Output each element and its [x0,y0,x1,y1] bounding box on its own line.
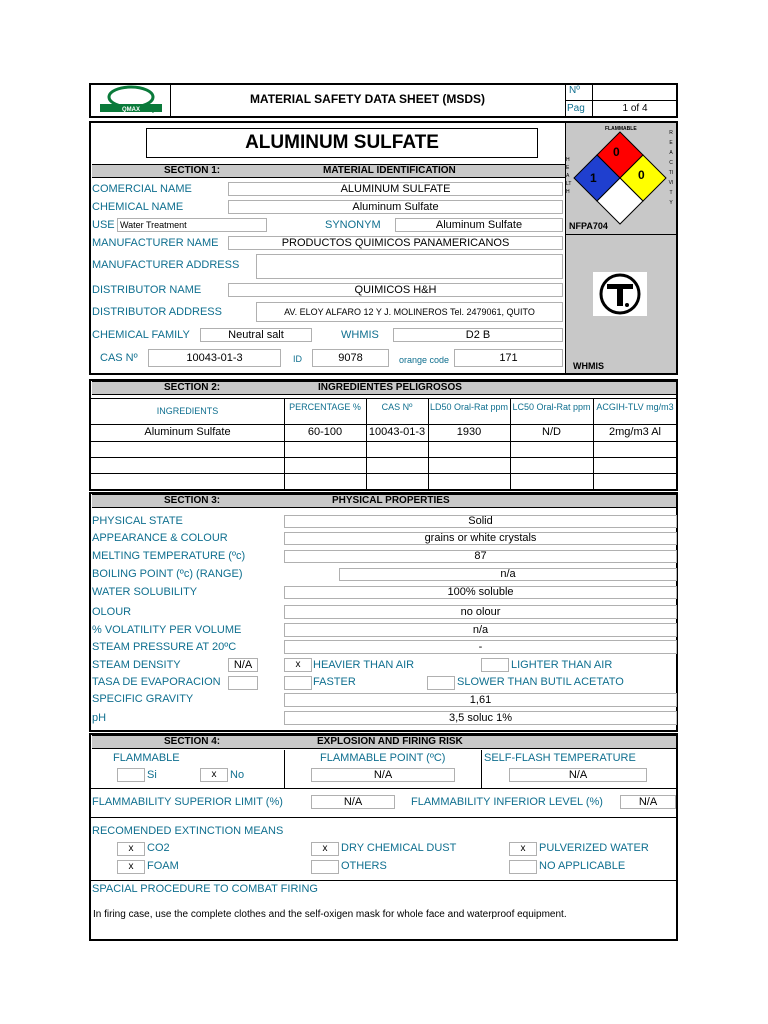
steam-pressure-label: STEAM PRESSURE AT 20ºC [92,641,237,653]
table-column-header: PERCENTAGE % [289,402,361,412]
chemical-family-label: CHEMICAL FAMILY [92,329,190,341]
id-field[interactable]: 9078 [312,349,389,367]
svg-text:QMAX: QMAX [122,107,140,113]
section3-header [92,494,676,508]
nfpa-diamond [572,130,668,226]
superior-limit-label: FLAMMABILITY SUPERIOR LIMIT (%) [92,796,283,808]
special-procedure-label: SPACIAL PROCEDURE TO COMBAT FIRING [92,883,318,895]
section3-title: PHYSICAL PROPERTIES [332,495,450,506]
table-cell: 2mg/m3 Al [609,426,661,438]
olour-field[interactable]: no olour [284,605,677,619]
special-procedure-text: In firing case, use the complete clothes and the self-oxigen mask for whole face and waterproof equipment. [93,909,567,920]
whmis-label: WHMIS [341,329,379,341]
dry-chemical-label: DRY CHEMICAL DUST [341,842,457,854]
nfpa-flammability-value: 0 [613,145,620,159]
pulverized-water-checkbox[interactable]: x [509,842,537,856]
self-flash-label: SELF-FLASH TEMPERATURE [484,752,636,764]
physical-state-field[interactable]: Solid [284,515,677,528]
whmis-field[interactable]: D2 B [393,328,563,342]
slower-checkbox[interactable] [427,676,455,690]
table-cell: 1930 [456,426,482,438]
table-column-header: CAS Nº [381,402,413,412]
extinction-label: RECOMENDED EXTINCTION MEANS [92,825,284,837]
id-label: ID [293,354,302,364]
table-row-divider [91,473,677,474]
section4-label: SECTION 4: [164,736,221,747]
section1-header [92,164,565,178]
section4-row-divider-3 [91,880,677,881]
section1-label: SECTION 1: [164,165,221,176]
cas-field[interactable]: 10043-01-3 [148,349,281,367]
manufacturer-name-field[interactable]: PRODUCTOS QUIMICOS PANAMERICANOS [228,236,563,250]
self-flash-field[interactable]: N/A [509,768,647,782]
flammable-point-label: FLAMMABLE POINT (ºC) [320,752,446,764]
co2-checkbox[interactable]: x [117,842,145,856]
table-row-divider [91,457,677,458]
section1-title: MATERIAL IDENTIFICATION [323,165,456,176]
distributor-name-label: DISTRIBUTOR NAME [92,284,202,296]
superior-limit-field[interactable]: N/A [311,795,395,809]
cas-label: CAS Nº [100,352,138,364]
others-checkbox[interactable] [311,860,339,874]
olour-label: OLOUR [92,606,132,618]
synonym-label: SYNONYM [325,219,381,231]
section4-title: EXPLOSION AND FIRING RISK [317,736,463,747]
section4-header [92,735,676,749]
steam-density-label: STEAM DENSITY [92,659,181,671]
nfpa-reactivity-label: REACTIVITY [668,130,674,206]
header-divider-h [565,100,677,101]
steam-pressure-field[interactable]: - [284,640,677,654]
others-label: OTHERS [341,860,387,872]
faster-label: FASTER [313,676,356,688]
lighter-than-air-checkbox[interactable] [481,658,509,672]
table-column-header: LD50 Oral-Rat ppm [429,402,509,412]
table-cell: Aluminum Sulfate [144,426,231,438]
flammable-point-field[interactable]: N/A [311,768,455,782]
appearance-field[interactable]: grains or white crystals [284,532,677,545]
whmis-caption: WHMIS [573,361,604,371]
faster-checkbox[interactable] [284,676,312,690]
dry-chemical-checkbox[interactable]: x [311,842,339,856]
volatility-label: % VOLATILITY PER VOLUME [92,624,242,636]
flammable-si-checkbox[interactable] [117,768,145,782]
foam-checkbox[interactable]: x [117,860,145,874]
co2-label: CO2 [147,842,170,854]
water-solubility-field[interactable]: 100% soluble [284,586,677,599]
comercial-name-field[interactable]: ALUMINUM SULFATE [228,182,563,196]
orange-code-label: orange code [399,355,450,365]
table-column-header: ACGIH-TLV mg/m3 [596,402,674,412]
section4-row-divider-1 [91,788,677,789]
heavier-than-air-label: HEAVIER THAN AIR [313,659,415,671]
inferior-level-label: FLAMMABILITY INFERIOR LEVEL (%) [411,796,603,808]
use-field[interactable]: Water Treatment [117,218,267,232]
specific-gravity-field[interactable]: 1,61 [284,693,677,707]
distributor-address-field[interactable]: AV. ELOY ALFARO 12 Y J. MOLINEROS Tel. 2479061, QUITO [256,302,563,322]
nfpa-caption: NFPA704 [569,221,608,231]
comercial-name-label: COMERCIAL NAME [92,183,192,195]
nfpa-whmis-divider [565,234,677,235]
section2-label: SECTION 2: [164,382,221,393]
physical-state-label: PHYSICAL STATE [92,515,183,527]
section4-divider-a [284,750,285,788]
ph-field[interactable]: 3,5 soluc 1% [284,711,677,725]
section2-col-header-top [91,398,677,399]
melting-field[interactable]: 87 [284,550,677,563]
distributor-name-field[interactable]: QUIMICOS H&H [228,283,563,297]
manufacturer-address-label: MANUFACTURER ADDRESS [92,259,240,271]
flammable-no-label: No [230,769,245,781]
table-row-divider [91,441,677,442]
not-applicable-label: NO APPLICABLE [539,860,626,872]
boiling-label: BOILING POINT (ºc) (RANGE) [92,568,243,580]
orange-code-field[interactable]: 171 [454,349,563,367]
water-solubility-label: WATER SOLUBILITY [92,586,198,598]
steam-density-field[interactable]: N/A [228,658,258,672]
section2-title: INGREDIENTES PELIGROSOS [318,382,462,393]
flammable-label: FLAMMABLE [113,752,180,764]
synonym-field[interactable]: Aluminum Sulfate [395,218,563,232]
chemical-name-label: CHEMICAL NAME [92,201,184,213]
use-label: USE [92,219,115,231]
lighter-than-air-label: LIGHTER THAN AIR [511,659,613,671]
whmis-symbol-icon [593,272,647,316]
page-label: Pag [567,103,585,114]
table-cell: 10043-01-3 [368,426,426,438]
section3-label: SECTION 3: [164,495,221,506]
table-cell: 60-100 [307,426,343,438]
product-title: ALUMINUM SULFATE [245,132,439,153]
melting-label: MELTING TEMPERATURE (ºc) [92,550,246,562]
section4-divider-b [481,750,482,788]
page-value: 1 of 4 [622,103,648,114]
distributor-address-label: DISTRIBUTOR ADDRESS [92,306,222,318]
manufacturer-name-label: MANUFACTURER NAME [92,237,219,249]
doc-number-label: Nº [569,85,580,96]
manufacturer-address-field[interactable] [256,254,563,279]
volatility-field[interactable]: n/a [284,623,677,637]
inferior-level-field[interactable]: N/A [620,795,676,809]
table-column-header: LC50 Oral-Rat ppm [512,402,591,412]
specific-gravity-label: SPECIFIC GRAVITY [92,693,194,705]
nfpa-health-label: HEALTH [566,157,572,195]
heavier-than-air-checkbox[interactable]: x [284,658,312,672]
evaporation-label: TASA DE EVAPORACION [92,676,221,688]
nfpa-reactivity-value: 0 [638,168,645,182]
ph-label: pH [92,712,107,724]
pulverized-water-label: PULVERIZED WATER [539,842,649,854]
table-cell: N/D [542,426,561,438]
chemical-name-field[interactable]: Aluminum Sulfate [228,200,563,214]
slower-label: SLOWER THAN BUTIL ACETATO [457,676,624,688]
document-title: MATERIAL SAFETY DATA SHEET (MSDS) [249,92,486,106]
section4-row-divider-2 [91,817,677,818]
chemical-family-field[interactable]: Neutral salt [200,328,312,342]
company-logo [96,86,166,116]
boiling-field[interactable]: n/a [339,568,677,581]
nfpa-health-value: 1 [590,171,597,185]
section2-header [92,381,676,395]
appearance-label: APPEARANCE & COLOUR [92,532,228,544]
nfpa-flammable-label: FLAMMABLE [605,126,637,132]
table-column-header: INGREDIENTS [156,406,219,416]
foam-label: FOAM [147,860,179,872]
flammable-no-checkbox[interactable]: x [200,768,228,782]
evaporation-field[interactable] [228,676,258,690]
flammable-si-label: Si [147,769,157,781]
not-applicable-checkbox[interactable] [509,860,537,874]
